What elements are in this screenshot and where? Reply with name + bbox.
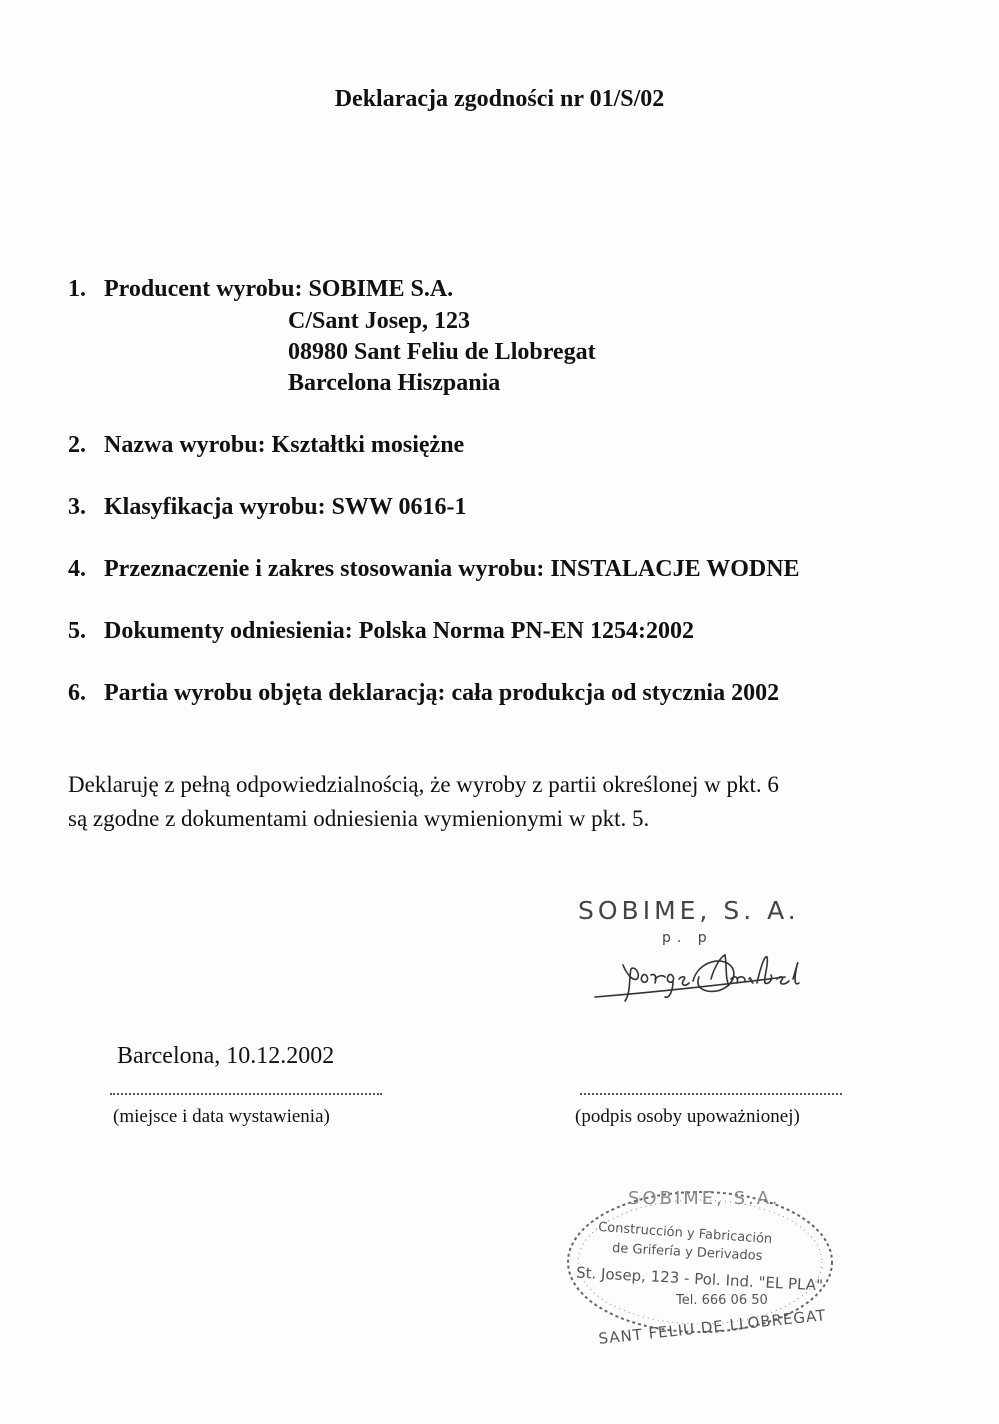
place-date-caption: (miejsce i data wystawienia) — [113, 1106, 330, 1127]
round-stamp-top: SOBIME, S.A. — [628, 1188, 781, 1209]
company-stamp: SOBIME, S. A. — [578, 896, 800, 925]
item-text: Dokumenty odniesienia: Polska Norma PN-EN 1254:2002 — [104, 618, 695, 644]
item-text: Partia wyrobu objęta deklaracją: cała produkcja od stycznia 2002 — [104, 680, 780, 706]
signature-icon — [585, 935, 835, 1015]
item-purpose — [68, 556, 800, 583]
item-number: 5. — [68, 618, 86, 644]
item-number: 3. — [68, 494, 86, 520]
document-title: Deklaracja zgodności nr 01/S/02 — [334, 86, 665, 112]
item-classification — [68, 494, 466, 521]
item-producer — [68, 276, 453, 303]
item-product-name — [68, 432, 464, 459]
item-number: 2. — [68, 432, 86, 458]
address-line-2: 08980 Sant Feliu de Llobregat — [288, 339, 596, 365]
item-number: 4. — [68, 556, 86, 582]
address-line-1: C/Sant Josep, 123 — [288, 308, 471, 334]
declaration-line-2: są zgodne z dokumentami odniesienia wymienionymi w pkt. 5. — [68, 806, 650, 831]
item-text: Przeznaczenie i zakres stosowania wyrobu: INSTALACJE WODNE — [104, 556, 800, 582]
item-reference-documents — [68, 618, 694, 645]
signature-caption: (podpis osoby upoważnionej) — [575, 1106, 800, 1127]
place-date: Barcelona, 10.12.2002 — [117, 1043, 335, 1069]
round-stamp-line-4: Tel. 666 06 50 — [676, 1293, 768, 1308]
item-text: Klasyfikacja wyrobu: SWW 0616-1 — [104, 494, 467, 520]
round-stamp-bottom: SANT FELIU DE LLOBREGAT — [597, 1306, 828, 1348]
item-number: 1. — [68, 276, 86, 302]
round-stamp-line-3: St. Josep, 123 - Pol. Ind. "EL PLA" — [575, 1263, 824, 1295]
place-date-dotted-line — [110, 1093, 382, 1095]
item-text: Producent wyrobu: SOBIME S.A. — [104, 276, 454, 302]
item-text: Nazwa wyrobu: Kształtki mosiężne — [104, 432, 465, 458]
item-batch — [68, 680, 779, 707]
pp-mark: p. p — [662, 930, 713, 946]
declaration-text — [68, 768, 779, 836]
signature-dotted-line — [580, 1093, 842, 1095]
round-stamp-line-1: Construcción y Fabricación — [597, 1219, 773, 1248]
declaration-line-1: Deklaruję z pełną odpowiedzialnością, że wyroby z partii określonej w pkt. 6 — [68, 772, 779, 797]
item-number: 6. — [68, 680, 86, 706]
address-line-3: Barcelona Hiszpania — [288, 370, 501, 396]
round-stamp-line-2: de Grifería y Derivados — [611, 1241, 763, 1264]
